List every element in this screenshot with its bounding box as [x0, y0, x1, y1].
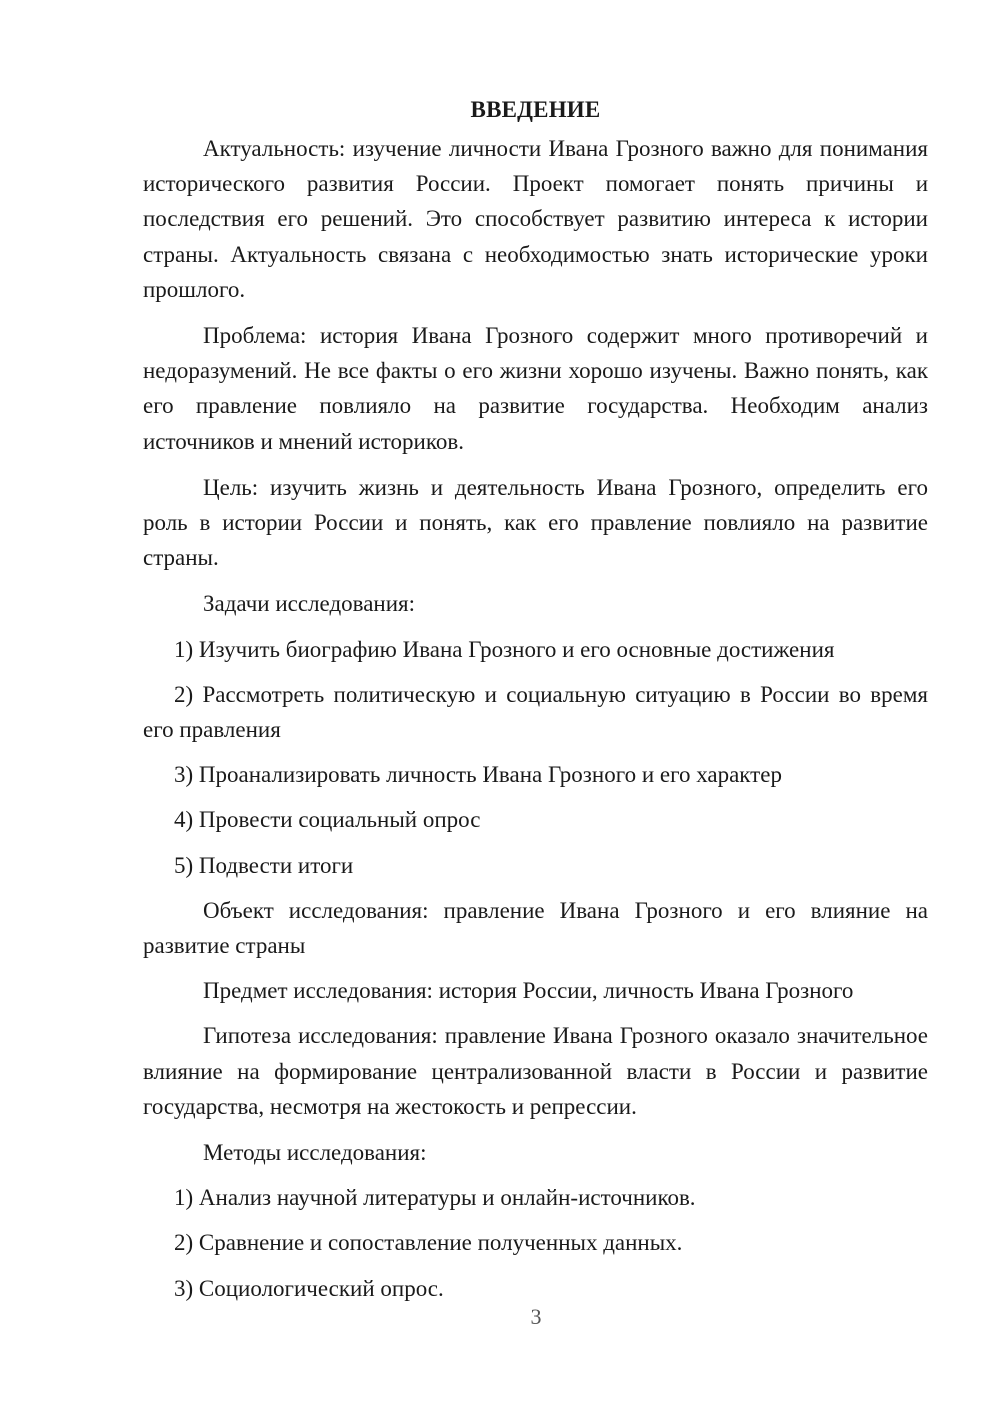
task-item-3: 3) Проанализировать личность Ивана Грозного и его характер [174, 762, 782, 788]
methods-heading: Методы исследования: [203, 1140, 427, 1166]
task-item-2: 2) Рассмотреть политическую и социальную ситуацию в России во время его правления [143, 681, 928, 743]
paragraph-goal: Цель: изучить жизнь и деятельность Ивана Грозного, определить его роль в истории России и понять, как его правление повлияло на развитие страны. [143, 474, 928, 571]
paragraph-problem: Проблема: история Ивана Грозного содержит много противоречий и недоразумений. Не все факты о его жизни хорошо изучены. Важно понять, как его правление повлияло на развитие государства. Необходим анализ источников и мнений историков. [143, 323, 928, 454]
page-content [143, 92, 928, 1306]
method-item-2: 2) Сравнение и сопоставление полученных данных. [174, 1230, 683, 1256]
method-item-1: 1) Анализ научной литературы и онлайн-источников. [174, 1185, 696, 1211]
task-item-1: 1) Изучить биографию Ивана Грозного и его основные достижения [174, 636, 835, 662]
paragraph-subject: Предмет исследования: история России, личность Ивана Грозного [203, 978, 854, 1004]
tasks-heading: Задачи исследования: [203, 591, 416, 617]
page-number: 3 [530, 1304, 542, 1329]
section-title: ВВЕДЕНИЕ [470, 97, 601, 122]
paragraph-object: Объект исследования: правление Ивана Грозного и его влияние на развитие страны [143, 897, 928, 959]
paragraph-relevance: Актуальность: изучение личности Ивана Грозного важно для понимания исторического развития России. Проект помогает понять причины и последствия его решений. Это способствует развитию интереса к истории страны. Актуальность связана с необходимостью знать исторические уроки прошлого. [143, 136, 928, 302]
method-item-3: 3) Социологический опрос. [174, 1275, 444, 1301]
task-item-5: 5) Подвести итоги [174, 852, 354, 878]
task-item-4: 4) Провести социальный опрос [174, 807, 481, 833]
paragraph-hypothesis: Гипотеза исследования: правление Ивана Грозного оказало значительное влияние на формирование централизованной власти в России и развитие государства, несмотря на жестокость и репрессии. [143, 1023, 928, 1119]
